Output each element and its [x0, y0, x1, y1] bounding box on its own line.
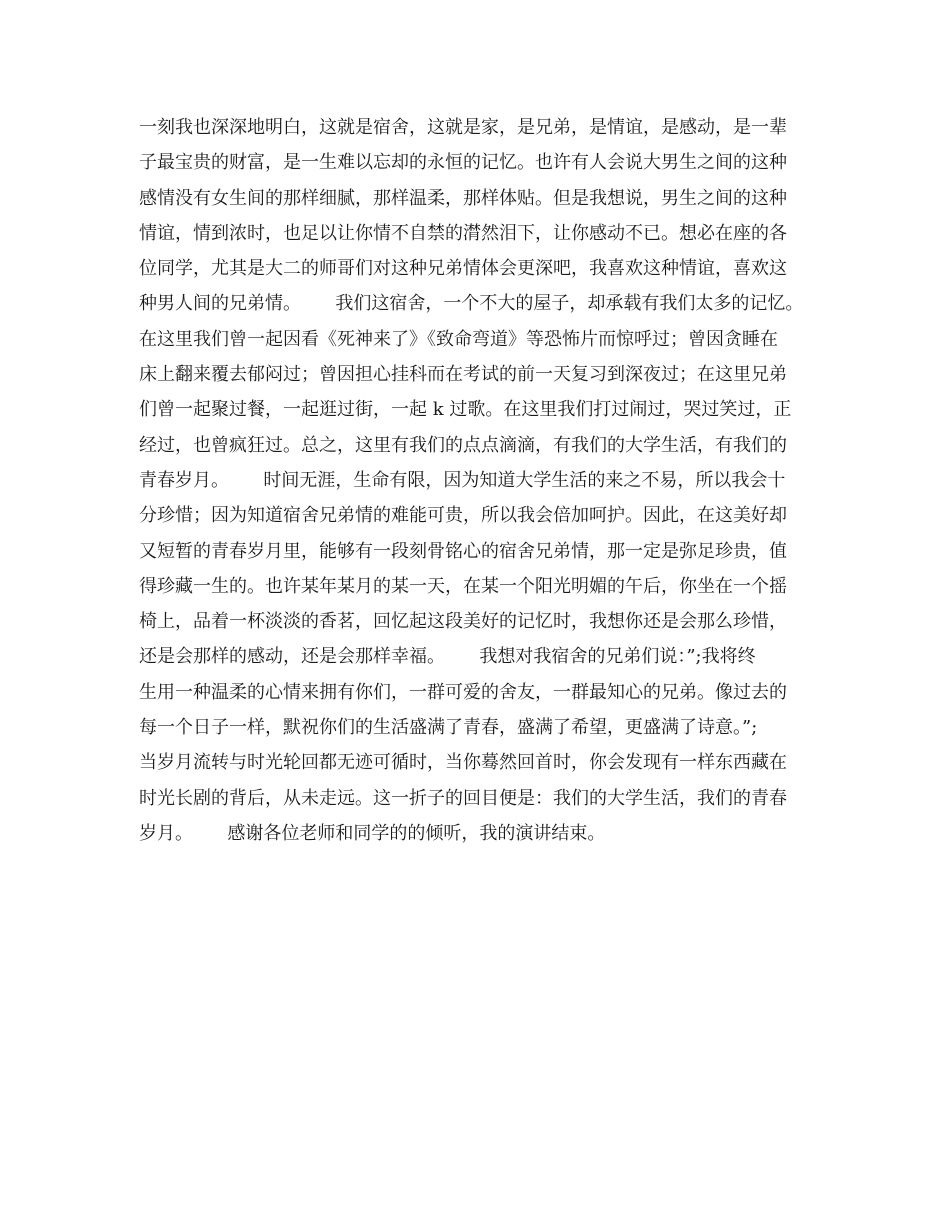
text-line: 还是会那样的感动，还是会那样幸福。 我想对我宿舍的兄弟们说：”;我将终: [139, 646, 756, 668]
text-line: 当岁月流转与时光轮回都无迹可循时，当你蓦然回首时，你会发现有一样东西藏在: [139, 752, 787, 774]
text-line: 椅上，品着一杯淡淡的香茗，回忆起这段美好的记忆时，我想你还是会那么珍惜，: [139, 611, 787, 633]
text-line: 一刻我也深深地明白，这就是宿舍，这就是家，是兄弟，是情谊，是感动，是一辈: [139, 117, 787, 138]
text-line: 生用一种温柔的心情来拥有你们，一群可爱的舍友，一群最知心的兄弟。像过去的: [139, 681, 787, 703]
speech-text: [139, 110, 829, 851]
text-line: 青春岁月。 时间无涯，生命有限，因为知道大学生活的来之不易，所以我会十: [139, 469, 786, 491]
text-line: 感情没有女生间的那样细腻，那样温柔，那样体贴。但是我想说，男生之间的这种: [139, 187, 787, 209]
text-line: 情谊，情到浓时，也足以让你情不自禁的潸然泪下，让你感动不已。想必在座的各: [139, 222, 787, 244]
text-line: 又短暂的青春岁月里，能够有一段刻骨铭心的宿舍兄弟情，那一定是弥足珍贵，值: [139, 540, 787, 562]
text-line: 们曾一起聚过餐，一起逛过街，一起 k 过歌。在这里我们打过闹过，哭过笑过，正: [139, 399, 792, 421]
text-line: 每一个日子一样，默祝你们的生活盛满了青春，盛满了希望，更盛满了诗意。”;: [139, 717, 758, 739]
text-line: 床上翻来覆去郁闷过；曾因担心挂科而在考试的前一天复习到深夜过；在这里兄弟: [139, 364, 787, 386]
text-line: 岁月。 感谢各位老师和同学的的倾听，我的演讲结束。: [139, 822, 606, 844]
text-line: 在这里我们曾一起因看《死神来了》《致命弯道》等恐怖片而惊呼过；曾因贪睡在: [139, 328, 778, 350]
text-line: 得珍藏一生的。也许某年某月的某一天，在某一个阳光明媚的午后，你坐在一个摇: [139, 575, 787, 597]
text-line: 位同学，尤其是大二的师哥们对这种兄弟情体会更深吧，我喜欢这种情谊，喜欢这: [139, 258, 787, 280]
text-line: 分珍惜；因为知道宿舍兄弟情的难能可贵，所以我会倍加呵护。因此，在这美好却: [139, 505, 787, 527]
text-line: 经过，也曾疯狂过。总之，这里有我们的点点滴滴，有我们的大学生活，有我们的: [139, 434, 787, 456]
text-line: 时光长剧的背后，从未走远。这一折子的回目便是：我们的大学生活，我们的青春: [139, 787, 787, 809]
text-line: 子最宝贵的财富，是一生难以忘却的永恒的记忆。也许有人会说大男生之间的这种: [139, 152, 787, 174]
text-line: 种男人间的兄弟情。 我们这宿舍，一个不大的屋子，却承载有我们太多的记忆。: [139, 293, 804, 315]
